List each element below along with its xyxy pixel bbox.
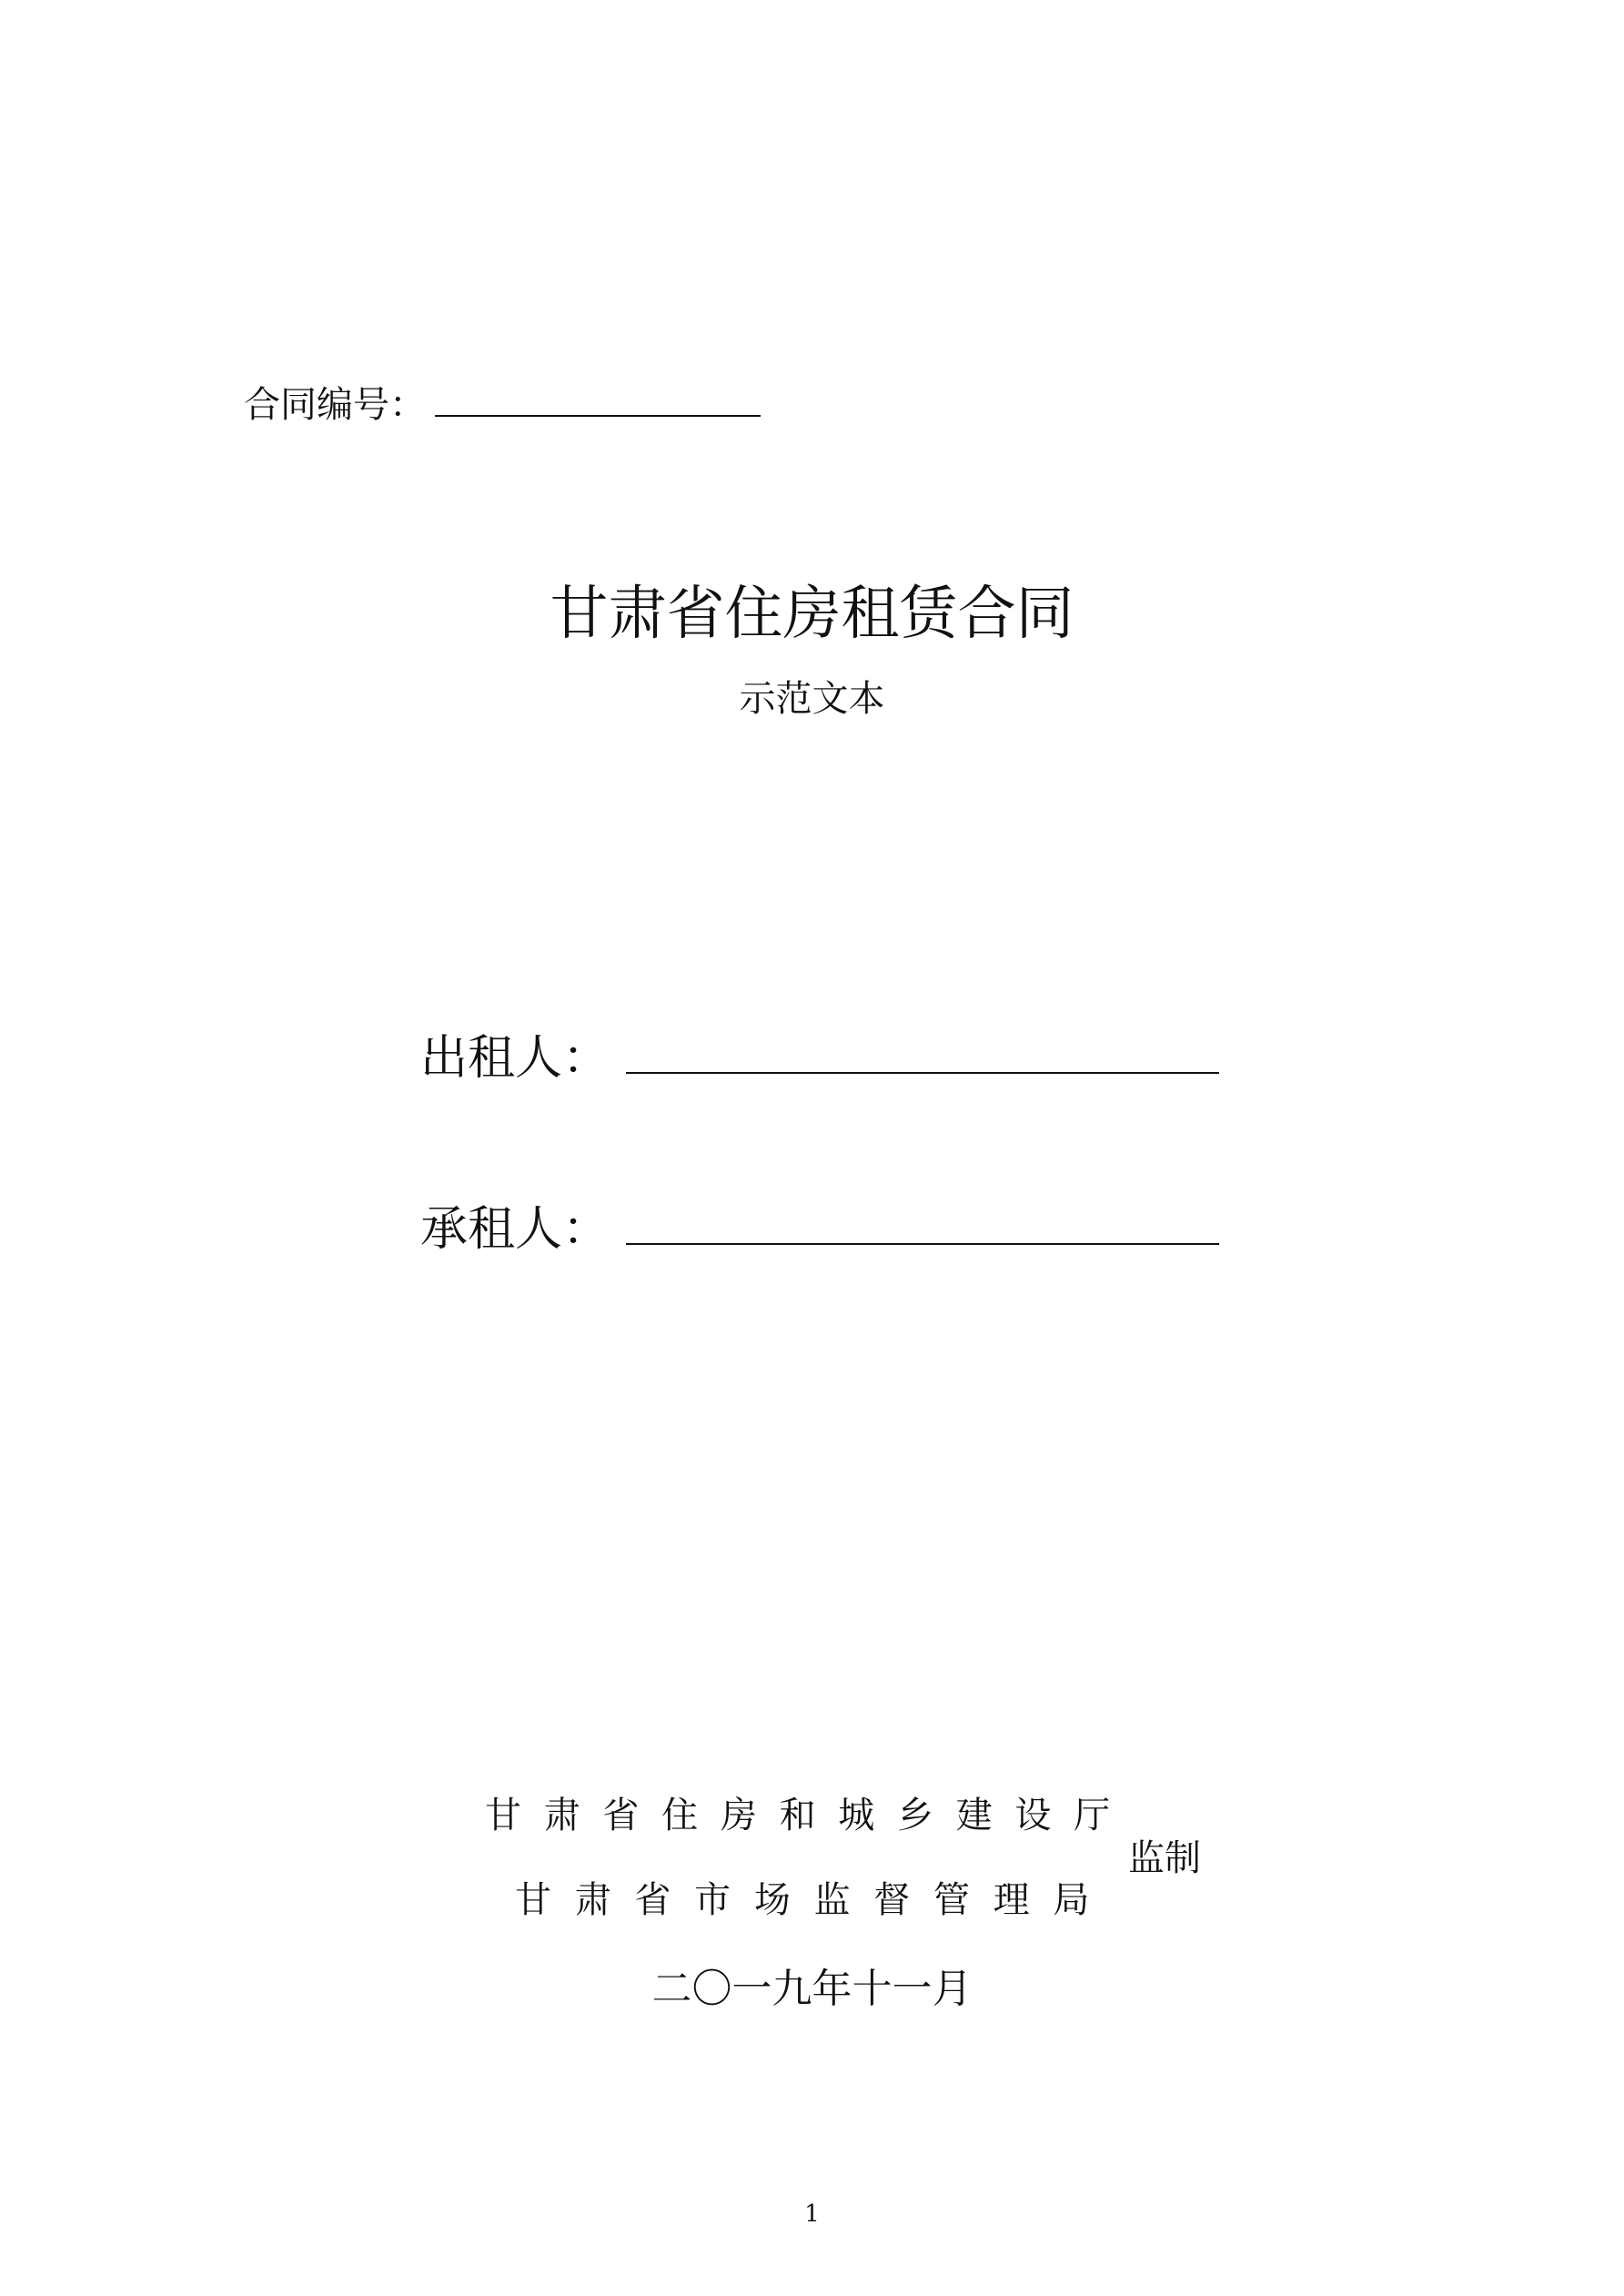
lessee-label: 承租人： bbox=[420, 1202, 610, 1257]
lessee-blank bbox=[626, 1188, 1219, 1245]
contract-number-blank bbox=[435, 373, 761, 417]
document-subtitle: 示范文本 bbox=[739, 678, 885, 720]
document-title: 甘肃省住房租赁合同 bbox=[550, 581, 1074, 648]
issue-date: 二〇一九年十一月 bbox=[651, 1966, 973, 2012]
issuer-market-regulation-bureau: 甘 肃 省 市 场 监 督 管 理 局 bbox=[515, 1879, 1090, 1921]
issuer-housing-department: 甘 肃 省 住 房 和 城 乡 建 设 厅 bbox=[485, 1795, 1111, 1836]
contract-number-row bbox=[244, 373, 761, 432]
page-number: 1 bbox=[804, 2200, 820, 2228]
lessor-row bbox=[420, 1017, 1219, 1095]
lessee-row bbox=[420, 1188, 1219, 1266]
lessor-label: 出租人： bbox=[420, 1031, 610, 1086]
contract-number-label: 合同编号： bbox=[244, 384, 426, 426]
lessor-blank bbox=[626, 1017, 1219, 1074]
supervise-label: 监制 bbox=[1128, 1837, 1201, 1879]
